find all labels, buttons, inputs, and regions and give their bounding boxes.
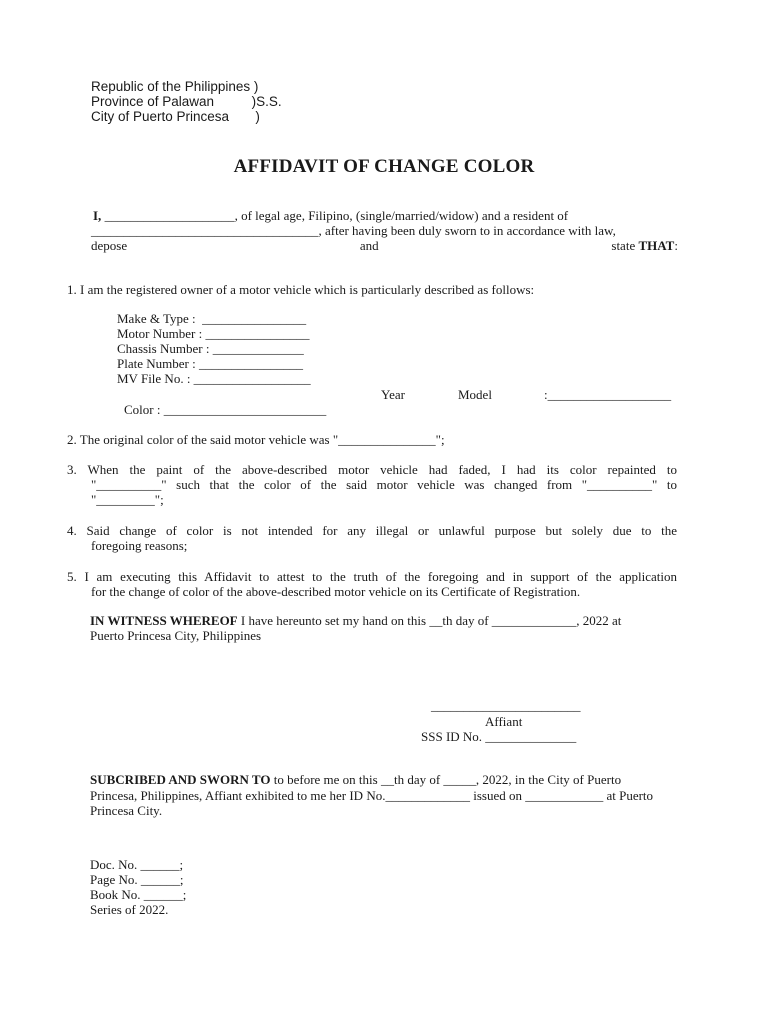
intro-and: and bbox=[359, 238, 379, 253]
intro-line-1-text: ____________________, of legal age, Filipino, (single/married/widow) and a resident of bbox=[104, 208, 569, 223]
notarial-series: Series of 2022. bbox=[90, 902, 169, 917]
notarial-doc-no: Doc. No. ______; bbox=[90, 857, 184, 872]
item-3-line-3: "_________"; bbox=[91, 492, 164, 507]
intro-colon: : bbox=[674, 238, 678, 253]
field-model-blank: :___________________ bbox=[544, 387, 672, 402]
header-province: Province of Palawan )S.S. bbox=[91, 94, 282, 109]
intro-depose: depose bbox=[91, 238, 128, 253]
jurat-line-3: Princesa City. bbox=[90, 803, 163, 818]
affiant-signature-line: _______________________ bbox=[431, 698, 581, 713]
field-chassis-number: Chassis Number : ______________ bbox=[117, 341, 304, 356]
witness-line-1 bbox=[90, 613, 621, 628]
affiant-label: Affiant bbox=[485, 714, 523, 729]
intro-state: state bbox=[611, 238, 636, 253]
jurat-rest: to before me on this __th day of _____, 2022, in the City of Puerto bbox=[270, 772, 622, 787]
item-3-line-1: 3. When the paint of the above-described motor vehicle had faded, I had its color repainted to bbox=[67, 462, 677, 477]
item-4-line-1: 4. Said change of color is not intended for any illegal or unlawful purpose but solely due to the bbox=[67, 523, 677, 538]
jurat-line-2: Princesa, Philippines, Affiant exhibited to me her ID No._____________ issued on ____________ at Puerto bbox=[90, 788, 654, 803]
notarial-page-no: Page No. ______; bbox=[90, 872, 184, 887]
witness-rest: I have hereunto set my hand on this __th day of _____________, 2022 at bbox=[237, 613, 622, 628]
witness-line-2: Puerto Princesa City, Philippines bbox=[90, 628, 262, 643]
notarial-book-no: Book No. ______; bbox=[90, 887, 187, 902]
field-plate-number: Plate Number : ________________ bbox=[117, 356, 303, 371]
intro-line-2: ___________________________________, after having been duly sworn to in accordance with law, bbox=[91, 223, 616, 238]
field-motor-number: Motor Number : ________________ bbox=[117, 326, 310, 341]
item-1-text: 1. I am the registered owner of a motor vehicle which is particularly described as follows: bbox=[67, 282, 535, 297]
affiant-sss-id: SSS ID No. ______________ bbox=[421, 729, 577, 744]
field-mv-file-no: MV File No. : __________________ bbox=[117, 371, 311, 386]
field-make-type: Make & Type : ________________ bbox=[117, 311, 307, 326]
item-5-line-2: for the change of color of the above-described motor vehicle on its Certificate of Registration. bbox=[91, 584, 581, 599]
jurat-line-1 bbox=[90, 772, 621, 787]
jurat-bold: SUBCRIBED AND SWORN TO bbox=[90, 772, 271, 787]
intro-line-1 bbox=[93, 208, 678, 223]
item-2-text: 2. The original color of the said motor vehicle was "_______________"; bbox=[67, 432, 445, 447]
header-republic: Republic of the Philippines ) bbox=[91, 79, 259, 94]
field-model: Model bbox=[458, 387, 492, 402]
intro-pronoun: I, bbox=[93, 208, 102, 223]
field-year: Year bbox=[381, 387, 405, 402]
header-city: City of Puerto Princesa ) bbox=[91, 109, 260, 124]
intro-that: THAT bbox=[638, 238, 675, 253]
intro-line-3 bbox=[91, 238, 678, 253]
field-color: Color : _________________________ bbox=[124, 402, 327, 417]
item-3-line-2: "__________" such that the color of the said motor vehicle was changed from "__________" to bbox=[91, 477, 677, 492]
witness-bold: IN WITNESS WHEREOF bbox=[90, 613, 238, 628]
item-5-line-1: 5. I am executing this Affidavit to attest to the truth of the foregoing and in support of the application bbox=[67, 569, 677, 584]
item-4-line-2: foregoing reasons; bbox=[91, 538, 188, 553]
page-title: AFFIDAVIT OF CHANGE COLOR bbox=[233, 156, 535, 177]
